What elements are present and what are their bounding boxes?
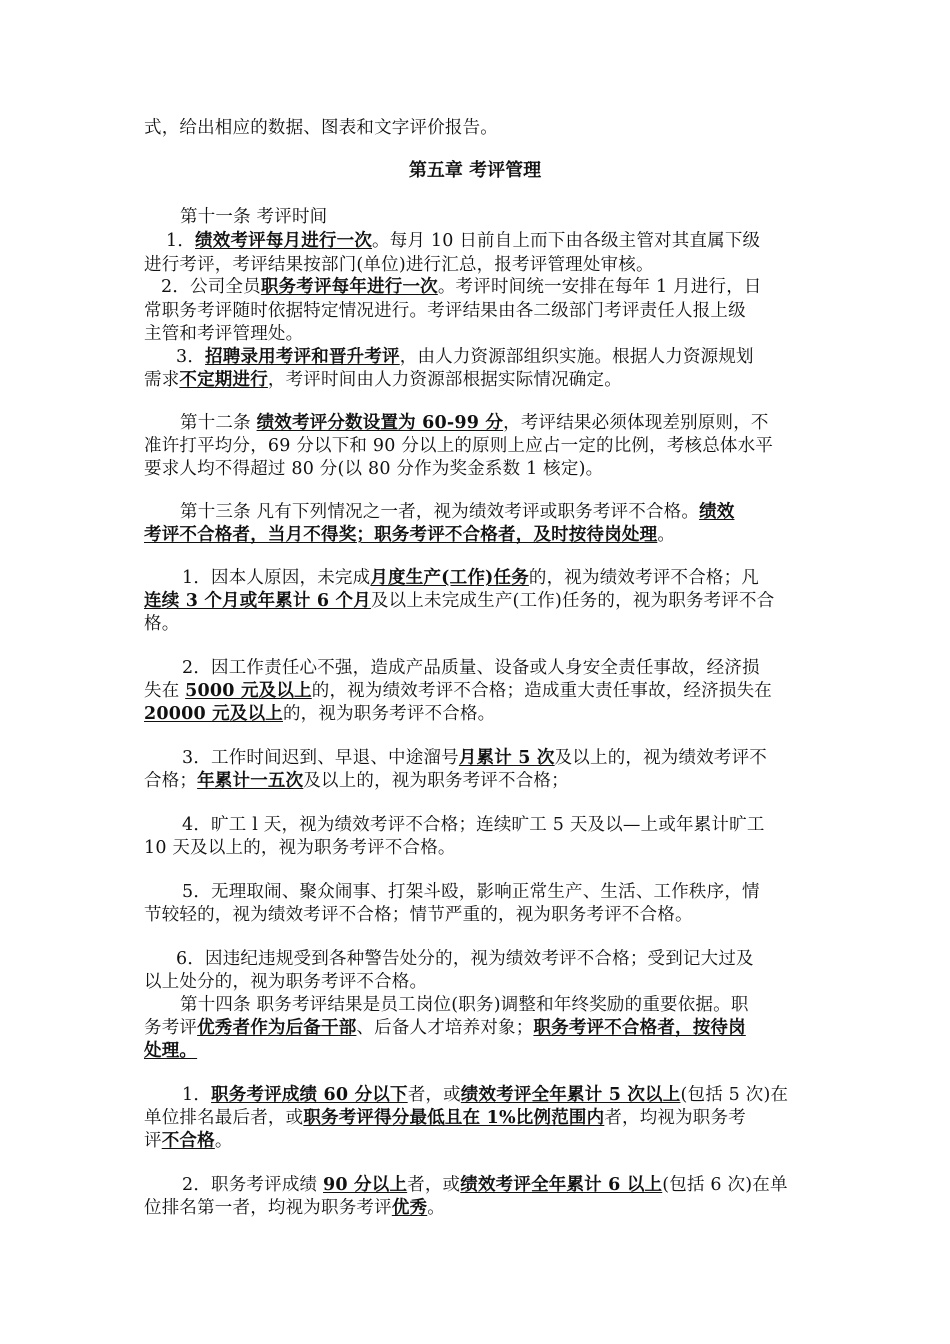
chapter-heading: 第五章 考评管理	[408, 160, 542, 181]
text-segment: 节较轻的，视为绩效考评不合格；情节严重的，视为职务考评不合格。	[144, 905, 693, 925]
text-line	[182, 746, 767, 770]
emphasis-text: 连续 3 个月或年累计 6 个月	[144, 591, 371, 611]
text-line	[182, 813, 765, 837]
text-segment: 合格；	[144, 771, 198, 791]
emphasis-text: 职务考评每年进行一次	[260, 277, 438, 297]
text-segment: 要求人均不得超过 80 分(以 80 分作为奖金系数 1 核定)。	[144, 459, 604, 479]
text-line	[144, 903, 693, 927]
text-segment: ，由人力资源部组织实施。根据人力资源规划	[399, 347, 754, 367]
text-segment: 的，视为绩效考评不合格；凡	[528, 568, 760, 588]
text-line	[182, 566, 759, 590]
emphasis-text: 绩效考评全年累计 6 以上	[460, 1175, 663, 1195]
text-segment: 准许打平均分，69 分以下和 90 分以上的原则上应占一定的比例，考核总体水平	[144, 436, 774, 456]
text-line	[144, 523, 675, 547]
text-segment: 2．因工作责任心不强，造成产品质量、设备或人身安全责任事故，经济损	[182, 658, 760, 678]
text-segment: 第十四条 职务考评结果是员工岗位(职务)调整和年终奖励的重要依据。职	[180, 995, 749, 1015]
text-segment: 4．旷工 l 天，视为绩效考评不合格；连续旷工 5 天及以—上或年累计旷工	[182, 815, 765, 835]
text-segment: 务考评	[144, 1018, 198, 1038]
text-segment: 。	[427, 1198, 445, 1218]
text-segment: 2．公司全员	[161, 277, 261, 297]
text-line	[161, 275, 762, 299]
text-segment: 5．无理取闹、聚众闹事、打架斗殴，影响正常生产、生活、工作秩序，情	[182, 882, 760, 902]
text-segment: ，考评结果必须体现差别原则，不	[503, 413, 769, 433]
text-line	[144, 116, 498, 140]
emphasis-text: 职务考评得分最低且在 1%比例范围内	[303, 1108, 605, 1128]
text-segment: 进行考评，考评结果按部门(单位)进行汇总，报考评管理处审核。	[144, 255, 654, 275]
emphasis-text: 职务考评不合格者，按待岗	[533, 1018, 746, 1038]
emphasis-text: 90 分以上	[323, 1175, 408, 1195]
text-line	[144, 1016, 746, 1040]
text-segment: 10 天及以上的，视为职务考评不合格。	[144, 838, 456, 858]
text-segment: 及以上未完成生产(工作)任务的，视为职务考评不合	[370, 591, 775, 611]
emphasis-text: 绩效	[699, 502, 735, 522]
text-line	[144, 1196, 445, 1220]
text-line	[144, 322, 303, 346]
text-line	[144, 970, 427, 994]
text-line	[144, 1129, 233, 1153]
text-line	[166, 229, 760, 253]
text-segment: 格。	[144, 614, 180, 634]
emphasis-text: 绩效考评每月进行一次	[195, 231, 373, 251]
emphasis-text: 绩效考评全年累计 5 次以上	[460, 1085, 681, 1105]
text-segment: 第十三条 凡有下列情况之一者，视为绩效考评或职务考评不合格。	[180, 502, 700, 522]
emphasis-text: 20000 元及以上	[144, 704, 283, 724]
text-line	[180, 993, 749, 1017]
text-segment: 位排名第一者，均视为职务考评	[144, 1198, 392, 1218]
text-segment: 、后备人才培养对象；	[356, 1018, 534, 1038]
text-line	[180, 500, 734, 524]
text-line	[144, 368, 622, 392]
text-line	[144, 589, 774, 613]
text-line	[176, 947, 754, 971]
text-line	[144, 1039, 197, 1063]
emphasis-text: 考评不合格者，当月不得奖；职务考评不合格者，及时按待岗处理	[144, 525, 658, 545]
text-line	[176, 345, 754, 369]
text-segment: 失在	[144, 681, 186, 701]
text-segment: 主管和考评管理处。	[144, 324, 304, 344]
text-line	[144, 836, 456, 860]
text-line	[180, 205, 327, 229]
emphasis-text: 招聘录用考评和晋升考评	[205, 347, 400, 367]
text-line	[182, 1083, 788, 1107]
text-line	[182, 1173, 788, 1197]
text-segment: 及以上的，视为职务考评不合格；	[303, 771, 569, 791]
text-line	[144, 299, 746, 323]
text-segment: 评	[144, 1131, 162, 1151]
text-line	[144, 1106, 746, 1130]
text-segment: 式，给出相应的数据、图表和文字评价报告。	[144, 118, 498, 138]
text-segment: 第十二条	[180, 413, 257, 433]
text-line	[144, 457, 603, 481]
text-line	[182, 656, 760, 680]
text-segment: 者，或	[407, 1175, 461, 1195]
text-line	[144, 434, 773, 458]
text-line	[144, 679, 772, 703]
emphasis-text: 优秀	[391, 1198, 428, 1218]
text-line	[144, 702, 495, 726]
text-segment: 第十一条 考评时间	[180, 207, 328, 227]
text-segment: 2．职务考评成绩	[182, 1175, 323, 1195]
emphasis-text: 职务考评成绩 60 分以下	[211, 1085, 408, 1105]
text-line	[144, 612, 179, 636]
emphasis-text: 月度生产(工作)任务	[370, 568, 529, 588]
text-segment: (包括 5 次)在	[680, 1085, 789, 1105]
text-segment: 单位排名最后者，或	[144, 1108, 304, 1128]
emphasis-text: 5000 元及以上	[185, 681, 312, 701]
emphasis-text: 绩效考评分数设置为 60-99 分	[256, 413, 504, 433]
text-line	[182, 880, 760, 904]
emphasis-text: 月累计 5 次	[458, 748, 555, 768]
emphasis-text: 优秀者作为后备干部	[197, 1018, 357, 1038]
text-segment: 6．因违纪违规受到各种警告处分的，视为绩效考评不合格；受到记大过及	[176, 949, 754, 969]
text-segment: 。	[214, 1131, 233, 1151]
text-segment: 。考评时间统一安排在每年 1 月进行，日	[437, 277, 762, 297]
text-segment: 。	[657, 525, 676, 545]
text-segment: 常职务考评随时依据特定情况进行。考评结果由各二级部门考评责任人报上级	[144, 301, 746, 321]
text-segment: ，考评时间由人力资源部根据实际情况确定。	[267, 370, 622, 390]
text-segment: 者，均视为职务考	[604, 1108, 746, 1128]
text-segment: 3．工作时间迟到、早退、中途溜号	[182, 748, 459, 768]
text-segment: 1．因本人原因，未完成	[182, 568, 371, 588]
text-segment: 3．	[176, 347, 206, 367]
emphasis-text: 不合格	[161, 1131, 215, 1151]
text-line	[180, 411, 769, 435]
text-segment: 者，或	[407, 1085, 461, 1105]
emphasis-text: 年累计一五次	[197, 771, 304, 791]
text-segment: 的，视为绩效考评不合格；造成重大责任事故，经济损失在	[311, 681, 772, 701]
emphasis-text: 处理。	[144, 1041, 198, 1061]
text-segment: 需求	[144, 370, 180, 390]
text-segment: 1．	[182, 1085, 212, 1105]
text-segment: (包括 6 次)在单	[662, 1175, 788, 1195]
text-segment: 及以上的，视为绩效考评不	[554, 748, 768, 768]
text-line	[144, 253, 654, 277]
text-segment: 以上处分的，视为职务考评不合格。	[144, 972, 428, 992]
emphasis-text: 不定期进行	[179, 370, 268, 390]
text-line	[144, 769, 569, 793]
text-segment: 1．	[166, 231, 196, 251]
text-segment: 。每月 10 日前自上而下由各级主管对其直属下级	[372, 231, 761, 251]
text-segment: 的，视为职务考评不合格。	[282, 704, 496, 724]
